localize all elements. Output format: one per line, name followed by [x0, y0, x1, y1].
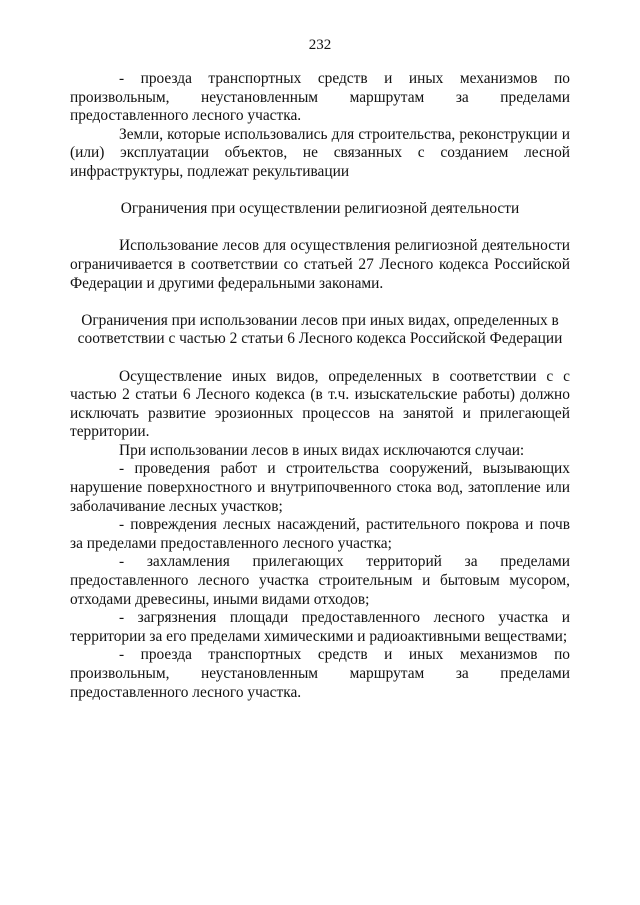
section-heading — [70, 312, 570, 349]
spacer — [70, 349, 570, 368]
list-item: - захламления прилегающих территорий за пределами предоставленного лесного участка строительным и бытовым мусором, отходами древесины, иными видами отходов; — [70, 553, 570, 608]
paragraph: Осуществление иных видов, определенных в соответствии с с частью 2 статьи 6 Лесного кодекса (в т.ч. изыскательские работы) должно исключать развитие эрозионных процессов на занятой и прилегающей территории. — [70, 367, 570, 441]
page-content — [70, 70, 570, 702]
section-heading-line: соответствии с частью 2 статьи 6 Лесного кодекса Российской Федерации — [77, 330, 563, 348]
section-heading-line: Ограничения при использовании лесов при иных видах, определенных в — [81, 311, 559, 329]
spacer — [70, 219, 570, 238]
paragraph: - проезда транспортных средств и иных механизмов по произвольным, неустановленным маршрутам за пределами предоставленного лесного участка. — [70, 70, 570, 125]
list-item: - проезда транспортных средств и иных механизмов по произвольным, неустановленным маршрутам за пределами предоставленного лесного участка. — [70, 646, 570, 701]
paragraph: При использовании лесов в иных видах исключаются случаи: — [119, 441, 525, 459]
spacer — [70, 293, 570, 312]
paragraph: Использование лесов для осуществления религиозной деятельности ограничивается в соответствии со статьей 27 Лесного кодекса Российской Федерации и другими федеральными законами. — [70, 237, 570, 292]
spacer — [70, 182, 570, 201]
list-item: - повреждения лесных насаждений, растительного покрова и почв за пределами предоставленного лесного участка; — [70, 516, 570, 552]
page-number: 232 — [308, 37, 332, 53]
paragraph: Земли, которые использовались для строительства, реконструкции и (или) эксплуатации объектов, не связанных с созданием лесной инфраструктуры, подлежат рекультивации — [70, 125, 570, 180]
section-heading: Ограничения при осуществлении религиозной деятельности — [120, 200, 520, 218]
list-item: - проведения работ и строительства сооружений, вызывающих нарушение поверхностного и внутрипочвенного стока вод, затопление или заболачивание лесных участков; — [70, 460, 570, 515]
list-item: - загрязнения площади предоставленного лесного участка и территории за его пределами химическими и радиоактивными веществами; — [70, 609, 570, 645]
